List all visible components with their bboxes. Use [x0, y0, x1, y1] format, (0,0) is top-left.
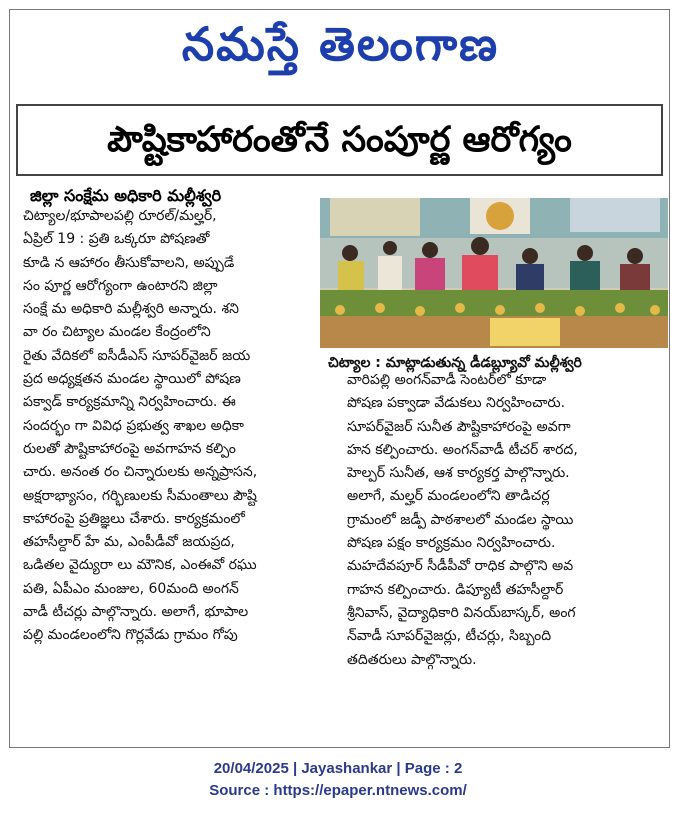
article-line: పల్లి మండలంలోని గొర్లవేడు గ్రామం గోపు	[23, 627, 238, 644]
article-line: గ్రామంలో జడ్పీ పాఠశాలలో మండల స్థాయి	[347, 511, 574, 528]
article-line: సందర్భం గా వివిధ ప్రభుత్వ శాఖల అధికా	[23, 417, 244, 434]
article-line: పోషణ పక్వాడా వేడుకలు నిర్వహించారు.	[347, 395, 566, 412]
article-column-right	[347, 369, 660, 672]
event-photo-illustration	[320, 198, 668, 348]
article-line: శ్రీనివాస్, వైద్యాధికారి వినయ్‌బాస్కర్, అంగ	[347, 604, 576, 621]
footer-dateline: 20/04/2025 | Jayashankar | Page : 2	[213, 760, 463, 777]
footer-source-link[interactable]: Source : https://epaper.ntnews.com/	[209, 782, 467, 799]
article-headline: పౌష్టికాహారంతోనే సంపూర్ణ ఆరోగ్యం	[107, 120, 572, 160]
article-line: ప్రద అధ్యక్షతన మండల స్థాయిలో పోషణ	[23, 371, 241, 388]
article-line: అలాగే, మల్హర్ మండలంలోని తాడిచర్ల	[347, 488, 550, 505]
photo-caption: చిట్యాల : మాట్లాడుతున్న డీడబ్ల్యూవో మల్లీశ్వరి	[328, 352, 668, 374]
article-line: తదితరులు పాల్గొన్నారు.	[347, 651, 477, 668]
article-line: సూపర్‌వైజర్ సునీత పౌష్టికాహారంపై అవగా	[347, 418, 571, 435]
article-line: చారు. అనంత రం చిన్నారులకు అన్నప్రాసన,	[23, 464, 258, 481]
article-subheadline: జిల్లా సంక్షేమ అధికారి మల్లీశ్వరి	[30, 186, 222, 205]
article-column-left	[23, 205, 345, 648]
article-line: అక్షరాభ్యాసం, గర్భిణులకు సీమంతాలు పౌష్టి	[23, 487, 257, 504]
article-line: రైతు వేదికలో ఐసీడీఎస్ సూపర్‌వైజర్ జయ	[23, 347, 251, 364]
article-line: గాహన కల్పించారు. డిప్యూటీ తహసీల్దార్	[347, 581, 564, 598]
article-line: కూడి న ఆహారం తీసుకోవాలని, అప్పుడే	[23, 254, 235, 271]
article-line: ఏప్రిల్ 19 : ప్రతి ఒక్కరూ పోషణతో	[23, 231, 210, 248]
article-line: సంక్షే మ అధికారి మల్లీశ్వరి అన్నారు. శని	[23, 301, 239, 318]
article-line: చిట్యాల/భూపాలపల్లి రూరల్/మల్హర్,	[23, 208, 217, 224]
article-line: ఒడితల వైద్యురా లు మౌనిక, ఎంఈవో రఘు	[23, 557, 257, 574]
article-line: వారిపల్లి అంగన్‌వాడీ సెంటర్‌లో కూడా	[347, 372, 547, 388]
article-line: న్‌వాడీ సూపర్‌వైజర్లు, టీచర్లు, సిబ్బంది	[347, 628, 552, 645]
article-line: సం పూర్ణ ఆరోగ్యంగా ఉంటారని జిల్లా	[23, 277, 218, 294]
event-photo	[320, 198, 668, 348]
article-line: వా రం చిట్యాల మండల కేంద్రంలోని	[23, 324, 211, 341]
article-line: పోషణ పక్షం కార్యక్రమం నిర్వహించారు.	[347, 535, 556, 552]
article-line: హెల్పర్ సునీత, ఆశ కార్యకర్త పాల్గొన్నారు.	[347, 465, 570, 482]
article-line: పతి, ఏపీఎం మంజుల, 60మంది అంగన్	[23, 580, 239, 597]
article-line: పక్వాడ్ కార్యక్రమాన్ని నిర్వహించారు. ఈ	[23, 394, 236, 411]
article-line: మహదేవపూర్ సీడీపీవో రాధిక పాల్గొని అవ	[347, 558, 574, 575]
article-line: హన కల్పించారు. అంగన్‌వాడీ టీచర్ శారద,	[347, 441, 578, 458]
article-line: తహసీల్దార్ హే మ, ఎంపీడీవో జయప్రద,	[23, 534, 235, 551]
article-line: కాహారంపై ప్రతిజ్ఞలు చేశారు. కార్యక్రమంలో	[23, 510, 245, 527]
headline-box	[16, 104, 663, 176]
article-line: వాడీ టీచర్లు పాల్గొన్నారు. అలాగే, భూపాల	[23, 604, 249, 621]
newspaper-masthead: నమస్తే తెలంగాణ	[181, 17, 500, 71]
article-line: రులతో పౌష్టికాహారంపై అవగాహన కల్పిం	[23, 440, 236, 457]
